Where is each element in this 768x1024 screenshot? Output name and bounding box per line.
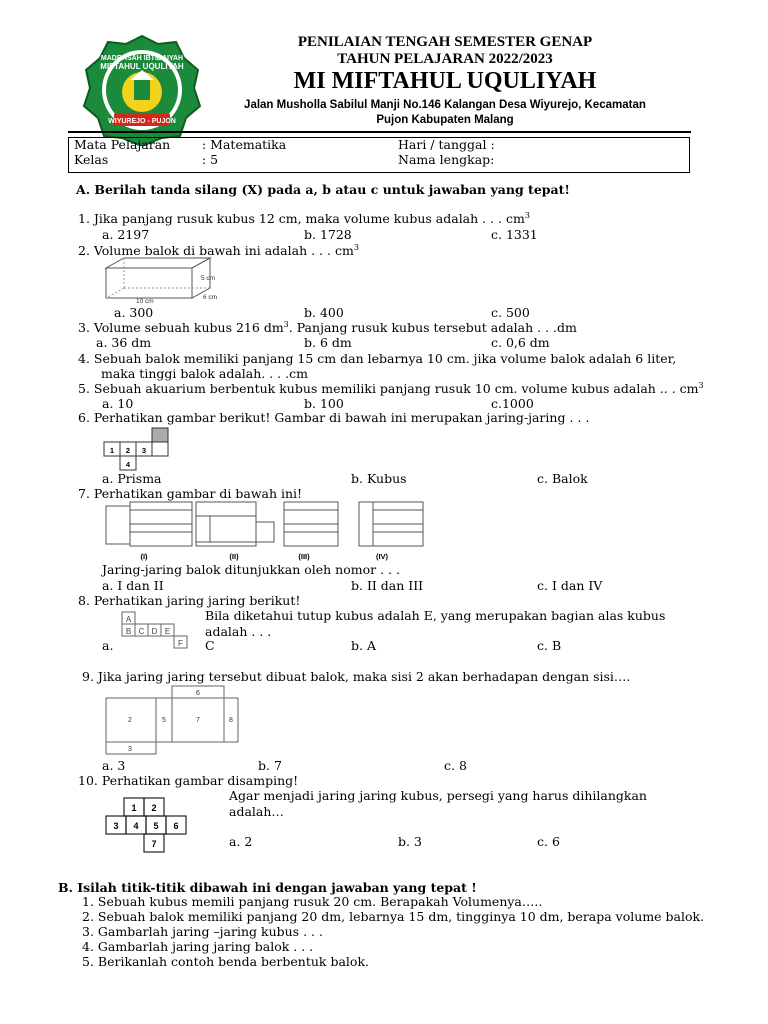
q2-option-b[interactable]: b. 400 [304,305,344,320]
q7-option-c[interactable]: c. I dan IV [537,578,603,593]
school-address-1: Jalan Musholla Sabilul Manji No.146 Kalangan Desa Wiyurejo, Kecamatan [244,99,646,111]
question-9: 9. Jika jaring jaring tersebut dibuat balok, maka sisi 2 akan berhadapan dengan sisi…. [82,669,631,684]
question-4-line-2: maka tinggi balok adalah. . . .cm [101,366,308,381]
q8-cell-label: C [138,627,145,636]
q7-net-label: (I) [140,552,148,561]
q6-option-a[interactable]: a. Prisma [102,471,162,486]
q9-cell-label: 5 [162,717,166,724]
q9-option-a[interactable]: a. 3 [102,758,126,773]
question-5: 5. Sebuah akuarium berbentuk kubus memiliki panjang rusuk 10 cm. volume kubus adalah .. . $cm^3$ [78,381,704,397]
logo-bottom-text: WIYUREJO - PUJON [108,118,176,125]
q8-cell-label: B [125,627,132,636]
q10-text-line-1: Agar menjadi jaring jaring kubus, persegi yang harus dihilangkan [229,788,647,803]
q2-cuboid-figure [100,256,235,304]
essay-item-4: 4. Gambarlah jaring jaring balok . . . [82,939,314,954]
class-label: Kelas [74,152,109,167]
q9-cell-label: 3 [128,746,132,753]
q6-cell-label: 4 [125,460,131,469]
q7-net-label: (IV) [375,552,389,561]
subject-label: Mata Pelajaran [74,137,171,152]
q8-cell-label: A [125,615,132,624]
q6-option-c[interactable]: c. Balok [537,471,588,486]
logo-top-text: MADRASAH IBTIDAIYAH [100,55,184,62]
q10-net-figure [104,796,190,854]
q8-option-a-value[interactable]: C [205,638,215,653]
q1-option-b[interactable]: b. 1728 [304,227,352,242]
q8-cell-label: F [178,639,183,648]
q10-cell-label: 6 [173,821,179,831]
q7-option-a[interactable]: a. I dan II [102,578,164,593]
question-6: 6. Perhatikan gambar berikut! Gambar di bawah ini merupakan jaring-jaring . . . [78,410,590,425]
q10-text-line-2: adalah… [229,804,284,819]
q7-text: Jaring-jaring balok ditunjukkan oleh nomor . . . [102,562,400,577]
q2-height-label: 5 cm [201,275,216,282]
q8-option-b[interactable]: b. A [351,638,376,653]
logo-mid-text: MIFTAHUL UQULIYAH [100,62,184,71]
q10-cell-label: 7 [151,839,157,849]
school-logo [80,34,204,146]
q7-net-label: (II) [229,552,239,561]
school-address-2: Pujon Kabupaten Malang [376,114,514,126]
q9-option-b[interactable]: b. 7 [258,758,282,773]
q9-cell-label: 8 [229,717,233,724]
q7-net-label: (III) [298,552,310,561]
q8-net-figure [120,610,192,652]
q10-option-c[interactable]: c. 6 [537,834,560,849]
q5-option-c[interactable]: c.1000 [491,396,534,411]
section-a-title: A. Berilah tanda silang (X) pada a, b atau c untuk jawaban yang tepat! [76,182,570,197]
q8-option-c[interactable]: c. B [537,638,562,653]
day-date-label: Hari / tanggal : [398,137,495,152]
q8-option-a[interactable]: a. [102,638,114,653]
subject-value: : Matematika [202,137,287,152]
q10-cell-label: 2 [151,803,157,813]
q5-option-b[interactable]: b. 100 [304,396,344,411]
essay-item-5: 5. Berikanlah contoh benda berbentuk balok. [82,954,370,969]
q5-option-a[interactable]: a. 10 [102,396,134,411]
q10-cell-label: 1 [131,803,137,813]
question-7: 7. Perhatikan gambar di bawah ini! [78,486,303,501]
q1-option-c[interactable]: c. 1331 [491,227,538,242]
q8-text-line-1: Bila diketahui tutup kubus adalah E, yang merupakan bagian alas kubus [205,608,666,623]
question-3: 3. Volume sebuah kubus 216 $dm^3$. Panjang rusuk kubus tersebut adalah . . .dm [78,320,577,336]
name-label: Nama lengkap: [398,152,495,167]
q6-cell-label: 2 [125,446,131,455]
question-8: 8. Perhatikan jaring jaring berikut! [78,593,301,608]
q9-cell-label: 2 [128,717,132,724]
q2-width-label: 6 cm [203,294,218,301]
class-value: : 5 [202,152,219,167]
q9-cell-label: 6 [196,690,200,697]
q6-cell-label: 3 [141,446,147,455]
q7-nets-figure [104,500,434,562]
q6-net-figure [102,427,172,471]
essay-item-2: 2. Sebuah balok memiliki panjang 20 dm, lebarnya 15 dm, tingginya 10 dm, berapa volume balok. [82,909,705,924]
exam-year: TAHUN PELAJARAN 2022/2023 [337,51,553,67]
q1-option-a[interactable]: a. 2197 [102,227,150,242]
school-name: MI MIFTAHUL UQULIYAH [293,68,597,94]
section-b-title: B. Isilah titik-titik dibawah ini dengan jawaban yang tepat ! [58,880,477,895]
q7-option-b[interactable]: b. II dan III [351,578,424,593]
q8-cell-label: D [151,627,158,636]
q9-option-c[interactable]: c. 8 [444,758,467,773]
essay-item-1: 1. Sebuah kubus memili panjang rusuk 20 cm. Berapakah Volumenya….. [82,894,543,909]
q6-cell-label: 1 [109,446,115,455]
question-4-line-1: 4. Sebuah balok memiliki panjang 15 cm dan lebarnya 10 cm. jika volume balok adalah 6 liter, [78,351,677,366]
question-1: 1. Jika panjang rusuk kubus 12 cm, maka volume kubus adalah . . . $cm^3$ [78,211,530,227]
q9-cell-label: 7 [196,717,200,724]
q6-option-b[interactable]: b. Kubus [351,471,407,486]
question-2: 2. Volume balok di bawah ini adalah . . . $cm^3$ [78,243,359,259]
exam-title: PENILAIAN TENGAH SEMESTER GENAP [297,34,593,50]
q10-option-a[interactable]: a. 2 [229,834,253,849]
q2-option-a[interactable]: a. 300 [114,305,154,320]
q3-option-b[interactable]: b. 6 dm [304,335,352,350]
q2-option-c[interactable]: c. 500 [491,305,530,320]
q9-net-figure [104,684,242,756]
question-10: 10. Perhatikan gambar disamping! [78,773,299,788]
q2-length-label: 10 cm [136,298,154,304]
q8-text-line-2: adalah . . . [205,624,272,639]
q10-cell-label: 5 [153,821,159,831]
essay-item-3: 3. Gambarlah jaring –jaring kubus . . . [82,924,323,939]
q10-cell-label: 3 [113,821,119,831]
q3-option-a[interactable]: a. 36 dm [96,335,152,350]
q10-cell-label: 4 [133,821,139,831]
q8-cell-label: E [164,627,171,636]
q3-option-c[interactable]: c. 0,6 dm [491,335,550,350]
header-divider [68,131,691,133]
q10-option-b[interactable]: b. 3 [398,834,422,849]
